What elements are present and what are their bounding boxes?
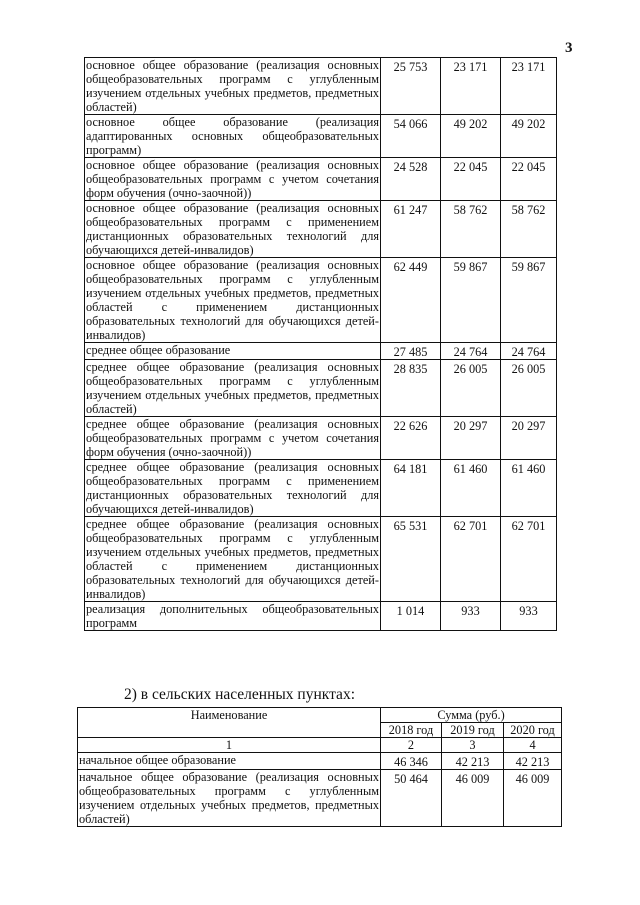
table-row	[85, 602, 557, 631]
value-2019-cell: 58 762	[441, 201, 501, 258]
table-row	[85, 417, 557, 460]
value-2020-cell: 42 213	[504, 753, 562, 770]
value-2020-cell: 26 005	[501, 360, 557, 417]
header-name: Наименование	[78, 708, 381, 738]
value-2018-cell: 22 626	[381, 417, 441, 460]
header-year-2020: 2020 год	[504, 723, 562, 738]
value-2020-cell: 49 202	[501, 115, 557, 158]
table-row	[85, 158, 557, 201]
funding-table-urban-body	[85, 58, 557, 631]
value-2019-cell: 42 213	[442, 753, 504, 770]
row-name-cell: среднее общее образование (реализация основных общеобразовательных программ с применением дистанционных образовательных технологий для обучающихся детей-инвалидов)	[86, 460, 379, 516]
value-2019-cell: 46 009	[442, 770, 504, 827]
row-name-cell: основное общее образование (реализация основных общеобразовательных программ с применением дистанционных образовательных технологий для обучающихся детей-инвалидов)	[86, 201, 379, 257]
value-2019-cell: 22 045	[441, 158, 501, 201]
column-number: 4	[504, 738, 562, 753]
value-2019-cell: 49 202	[441, 115, 501, 158]
value-2020-cell: 62 701	[501, 517, 557, 602]
column-number-row	[78, 738, 562, 753]
value-2019-cell: 23 171	[441, 58, 501, 115]
header-sum: Сумма (руб.)	[381, 708, 562, 723]
value-2019-cell: 62 701	[441, 517, 501, 602]
value-2018-cell: 1 014	[381, 602, 441, 631]
row-name-cell: среднее общее образование (реализация основных общеобразовательных программ с углубленным изучением отдельных учебных предметов, предметных областей с применением дистанционных образовательных технологий для обучающихся детей-инвалидов)	[86, 517, 379, 601]
value-2018-cell: 54 066	[381, 115, 441, 158]
value-2018-cell: 50 464	[381, 770, 442, 827]
funding-table-rural	[77, 707, 562, 827]
value-2019-cell: 20 297	[441, 417, 501, 460]
value-2020-cell: 22 045	[501, 158, 557, 201]
row-name-cell: основное общее образование (реализация основных общеобразовательных программ с учетом сочетания форм обучения (очно-заочной))	[86, 158, 379, 200]
row-name-cell: среднее общее образование	[85, 343, 381, 360]
table-row	[85, 517, 557, 602]
row-name-cell: начальное общее образование (реализация основных общеобразовательных программ с углубленным изучением отдельных учебных предметов, предметных областей)	[79, 770, 379, 826]
table-row	[85, 58, 557, 115]
table-row	[85, 115, 557, 158]
value-2020-cell: 24 764	[501, 343, 557, 360]
row-name-cell: реализация дополнительных общеобразовательных программ	[86, 602, 379, 630]
table-row	[85, 360, 557, 417]
row-name-cell: основное общее образование (реализация основных общеобразовательных программ с углубленным изучением отдельных учебных предметов, предметных областей с применением дистанционных образовательных технологий для обучающихся детей-инвалидов)	[86, 258, 379, 342]
funding-table-urban	[84, 57, 557, 631]
value-2020-cell: 58 762	[501, 201, 557, 258]
row-name-cell: начальное общее образование	[78, 753, 381, 770]
value-2019-cell: 24 764	[441, 343, 501, 360]
value-2020-cell: 59 867	[501, 258, 557, 343]
value-2018-cell: 61 247	[381, 201, 441, 258]
header-year-2018: 2018 год	[381, 723, 442, 738]
value-2020-cell: 23 171	[501, 58, 557, 115]
table-row	[78, 753, 562, 770]
column-number: 3	[442, 738, 504, 753]
value-2019-cell: 933	[441, 602, 501, 631]
value-2018-cell: 65 531	[381, 517, 441, 602]
value-2018-cell: 27 485	[381, 343, 441, 360]
value-2019-cell: 59 867	[441, 258, 501, 343]
row-name-cell: среднее общее образование (реализация основных общеобразовательных программ с учетом сочетания форм обучения (очно-заочной))	[86, 417, 379, 459]
value-2018-cell: 25 753	[381, 58, 441, 115]
value-2020-cell: 20 297	[501, 417, 557, 460]
table-row	[85, 201, 557, 258]
column-number: 2	[381, 738, 442, 753]
value-2020-cell: 933	[501, 602, 557, 631]
value-2020-cell: 61 460	[501, 460, 557, 517]
row-name-cell: среднее общее образование (реализация основных общеобразовательных программ с углубленным изучением отдельных учебных предметов, предметных областей)	[86, 360, 379, 416]
table-header-row	[78, 708, 562, 723]
value-2018-cell: 28 835	[381, 360, 441, 417]
value-2018-cell: 62 449	[381, 258, 441, 343]
table-row	[85, 460, 557, 517]
table-row	[85, 343, 557, 360]
value-2019-cell: 26 005	[441, 360, 501, 417]
value-2019-cell: 61 460	[441, 460, 501, 517]
table-row	[78, 770, 562, 827]
value-2018-cell: 24 528	[381, 158, 441, 201]
table-row	[85, 258, 557, 343]
value-2018-cell: 64 181	[381, 460, 441, 517]
funding-table-rural-body	[78, 753, 562, 827]
section-heading: 2) в сельских населенных пунктах:	[124, 686, 355, 703]
page-number: 3	[565, 40, 573, 56]
column-number: 1	[78, 738, 381, 753]
row-name-cell: основное общее образование (реализация адаптированных основных общеобразовательных программ)	[86, 115, 379, 157]
row-name-cell: основное общее образование (реализация основных общеобразовательных программ с углубленным изучением отдельных учебных предметов, предметных областей)	[86, 58, 379, 114]
header-year-2019: 2019 год	[442, 723, 504, 738]
value-2018-cell: 46 346	[381, 753, 442, 770]
value-2020-cell: 46 009	[504, 770, 562, 827]
